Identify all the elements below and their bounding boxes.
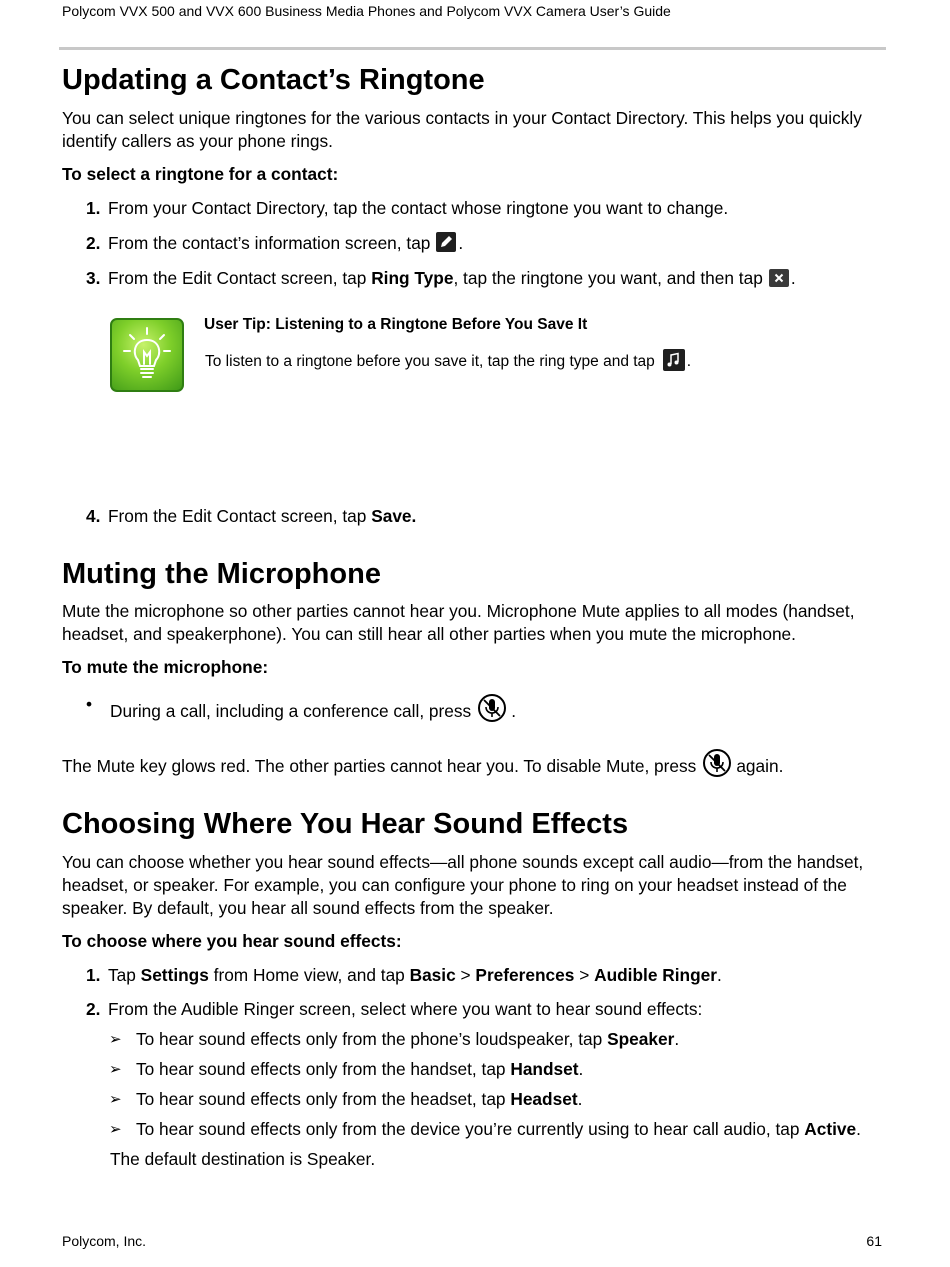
option-bold: Speaker: [607, 1029, 675, 1050]
step-text: From the Edit Contact screen, tap: [108, 267, 372, 288]
arrow-bullet-icon: ➢: [109, 1091, 122, 1109]
step-text: , tap the ringtone you want, and then tap: [453, 267, 763, 288]
bullet-mark: •: [86, 694, 93, 715]
option-punct: .: [674, 1029, 680, 1050]
step-text: From the Audible Ringer screen, select where you want to hear sound effects:: [108, 999, 703, 1020]
option-speaker: [62, 1028, 888, 1051]
sound-effects-step-1: [62, 964, 888, 987]
option-active: [62, 1118, 888, 1141]
step-text: From the contact’s information screen, tap: [108, 232, 431, 253]
step-bold: Save.: [371, 505, 417, 526]
tip-title: User Tip: Listening to a Ringtone Before You Save It: [204, 315, 588, 333]
step-text: .: [717, 965, 722, 986]
option-text: To hear sound effects only from the handset, tap: [136, 1059, 511, 1080]
page-content: [62, 62, 888, 1171]
default-destination-note: The default destination is Speaker.: [110, 1149, 376, 1170]
arrow-bullet-icon: ➢: [109, 1121, 122, 1139]
ringtone-step-3: [62, 267, 888, 290]
bullet-text: During a call, including a conference call, press: [110, 701, 472, 722]
mute-microphone-icon: [477, 693, 507, 723]
ringtone-procedure-heading: To select a ringtone for a contact:: [62, 163, 339, 184]
ringtone-step-4-list: [62, 505, 888, 528]
step-number: 4.: [86, 505, 101, 526]
section-title-mute: Muting the Microphone: [62, 557, 381, 590]
step-punct: .: [790, 267, 796, 288]
option-punct: .: [577, 1089, 583, 1110]
option-text: To hear sound effects only from the headset, tap: [136, 1089, 511, 1110]
option-headset: [62, 1088, 888, 1111]
step-text: Tap: [108, 965, 141, 986]
step-bold: Ring Type: [371, 267, 454, 288]
step-text: from Home view, and tap: [208, 965, 410, 986]
step-text: >: [455, 965, 476, 986]
step-number: 1.: [86, 965, 101, 986]
step-text: From your Contact Directory, tap the contact whose ringtone you want to change.: [108, 197, 729, 218]
lightbulb-icon: [110, 318, 184, 392]
mute-note: [62, 748, 888, 778]
mute-note-text-end: again.: [736, 756, 784, 777]
close-x-icon: [769, 269, 789, 287]
sound-effects-procedure-heading: To choose where you hear sound effects:: [62, 931, 402, 952]
mute-note-text: The Mute key glows red. The other parties cannot hear you. To disable Mute, press: [62, 756, 697, 777]
step-text: >: [574, 965, 595, 986]
option-bold: Handset: [510, 1059, 579, 1080]
user-tip: [62, 290, 888, 440]
ringtone-step-1: [62, 197, 888, 220]
page-number: 61: [866, 1233, 882, 1249]
step-bold: Basic: [409, 965, 456, 986]
running-header: Polycom VVX 500 and VVX 600 Business Media Phones and Polycom VVX Camera User’s Guide: [62, 3, 671, 19]
music-note-icon: [663, 349, 685, 371]
arrow-bullet-icon: ➢: [109, 1061, 122, 1079]
sound-effects-steps: [62, 964, 888, 1021]
arrow-bullet-icon: ➢: [109, 1031, 122, 1049]
option-bold: Active: [804, 1119, 857, 1140]
step-bold: Settings: [140, 965, 209, 986]
section-title-sound-effects: Choosing Where You Hear Sound Effects: [62, 808, 629, 841]
option-text: To hear sound effects only from the device you’re currently using to hear call audio, tap: [136, 1119, 805, 1140]
header-rule: [59, 47, 886, 50]
step-punct: .: [458, 232, 464, 253]
tip-punct: .: [686, 352, 692, 370]
mute-bullet: [62, 693, 888, 723]
ringtone-step-4: [62, 505, 888, 528]
footer-company: Polycom, Inc.: [62, 1233, 147, 1249]
sound-effects-intro: You can choose whether you hear sound effects—all phone sounds except call audio—from the handset, headset, or speaker. For example, you can configure your phone to ring on your headset instead of the speaker. By default, you hear all sound effects from the speaker.: [62, 852, 864, 919]
step-number: 2.: [86, 999, 101, 1020]
option-text: To hear sound effects only from the phone’s loudspeaker, tap: [136, 1029, 608, 1050]
option-punct: .: [856, 1119, 861, 1140]
edit-pencil-icon: [436, 232, 456, 252]
ringtone-step-2: [62, 232, 888, 255]
option-handset: [62, 1058, 888, 1081]
tip-text-body: To listen to a ringtone before you save it, tap the ring type and tap: [205, 352, 655, 370]
mute-microphone-icon: [702, 748, 732, 778]
mute-procedure-heading: To mute the microphone:: [62, 657, 269, 678]
ringtone-steps: [62, 197, 888, 290]
bullet-punct: .: [511, 701, 516, 722]
step-number: 2.: [86, 232, 101, 253]
step-bold: Audible Ringer: [594, 965, 717, 986]
sound-effects-step-2: [62, 998, 888, 1021]
ringtone-intro: You can select unique ringtones for the various contacts in your Contact Directory. This helps you quickly identify callers as your phone rings.: [62, 107, 862, 151]
option-bold: Headset: [510, 1089, 578, 1110]
sound-effects-options: [62, 1028, 888, 1141]
step-number: 3.: [86, 267, 101, 288]
step-bold: Preferences: [475, 965, 575, 986]
option-punct: .: [578, 1059, 584, 1080]
mute-bullets: [62, 693, 888, 723]
step-number: 1.: [86, 197, 101, 218]
tip-text: [205, 349, 691, 371]
section-title-ringtone: Updating a Contact’s Ringtone: [62, 64, 485, 96]
mute-intro: Mute the microphone so other parties cannot hear you. Microphone Mute applies to all modes (handset, headset, and speakerphone). You can still hear all other parties when you mute the microphone.: [62, 601, 855, 645]
step-text: From the Edit Contact screen, tap: [108, 505, 372, 526]
